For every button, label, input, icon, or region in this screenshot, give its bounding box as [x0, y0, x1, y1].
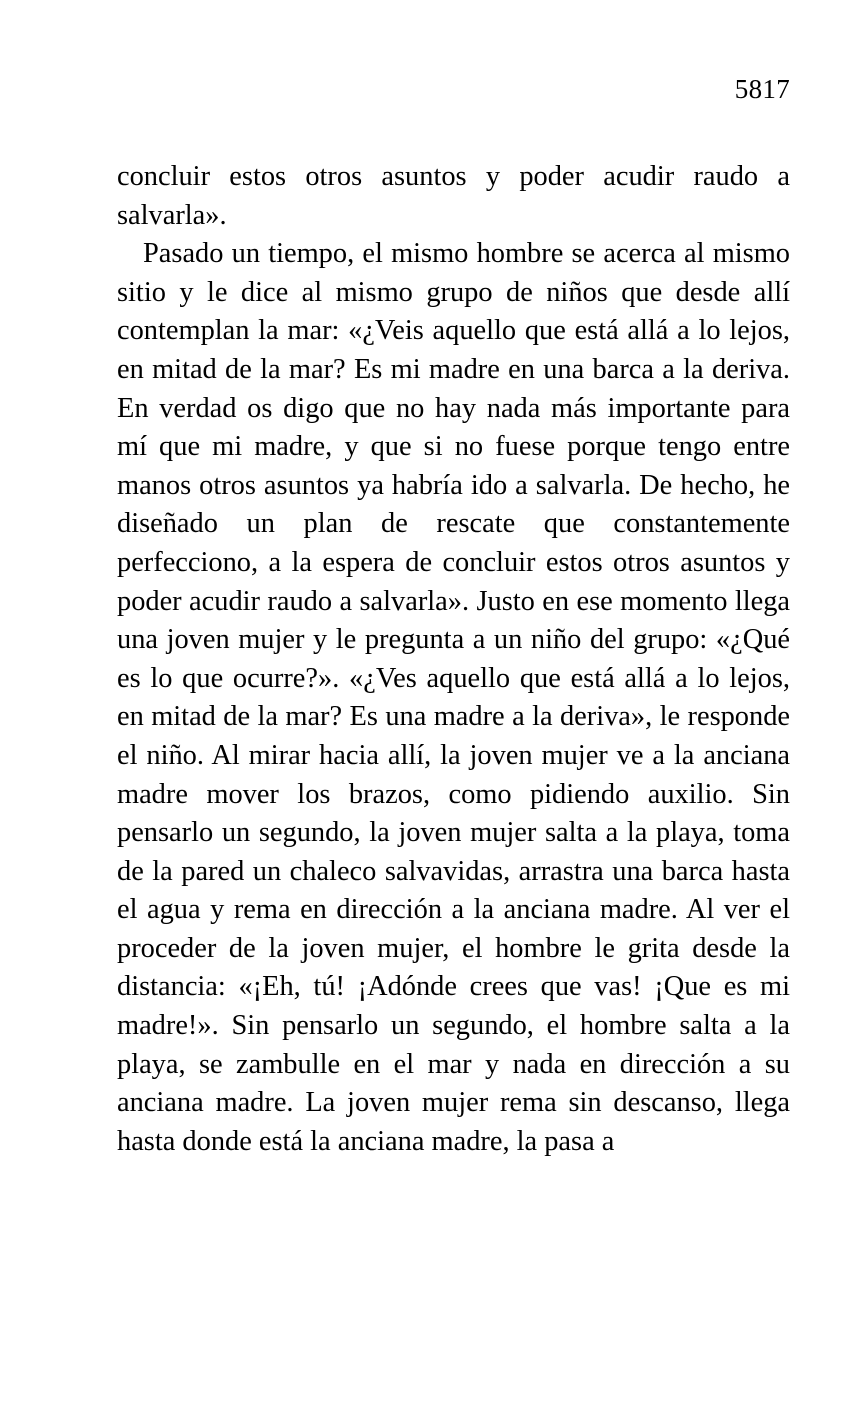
body-text-block — [117, 158, 790, 1161]
page-number: 5817 — [734, 74, 790, 104]
page-header — [117, 76, 790, 103]
paragraph-pasado-un-tiempo: Pasado un tiempo, el mismo hombre se acerca al mismo sitio y le dice al mismo grupo de niños que desde allí contemplan la mar: «¿Veis aquello que está allá a lo lejos, en mitad de la mar? Es mi madre en una barca a la deriva. En verdad os digo que no hay nada más importante para mí que mi madre, y que si no fuese porque tengo entre manos otros asuntos ya habría ido a salvarla. De hecho, he diseñado un plan de rescate que constantemente perfecciono, a la espera de concluir estos otros asuntos y poder acudir raudo a salvarla». Justo en ese momento llega una joven mujer y le pregunta a un niño del grupo: «¿Qué es lo que ocurre?». «¿Ves aquello que está allá a lo lejos, en mitad de la mar? Es una madre a la deriva», le responde el niño. Al mirar hacia allí, la joven mujer ve a la anciana madre mover los brazos, como pidiendo auxilio. Sin pensarlo un segundo, la joven mujer salta a la playa, toma de la pared un chaleco salvavidas, arrastra una barca hasta el agua y rema en dirección a la anciana madre. Al ver el proceder de la joven mujer, el hombre le grita desde la distancia: «¡Eh, tú! ¡Adónde crees que vas! ¡Que es mi madre!». Sin pensarlo un segundo, el hombre salta a la playa, se zambulle en el mar y nada en dirección a su anciana madre. La joven mujer rema sin descanso, llega hasta donde está la anciana madre, la pasa a — [117, 238, 790, 1157]
paragraph-continuation: concluir estos otros asuntos y poder acudir raudo a salvarla». — [117, 161, 790, 231]
